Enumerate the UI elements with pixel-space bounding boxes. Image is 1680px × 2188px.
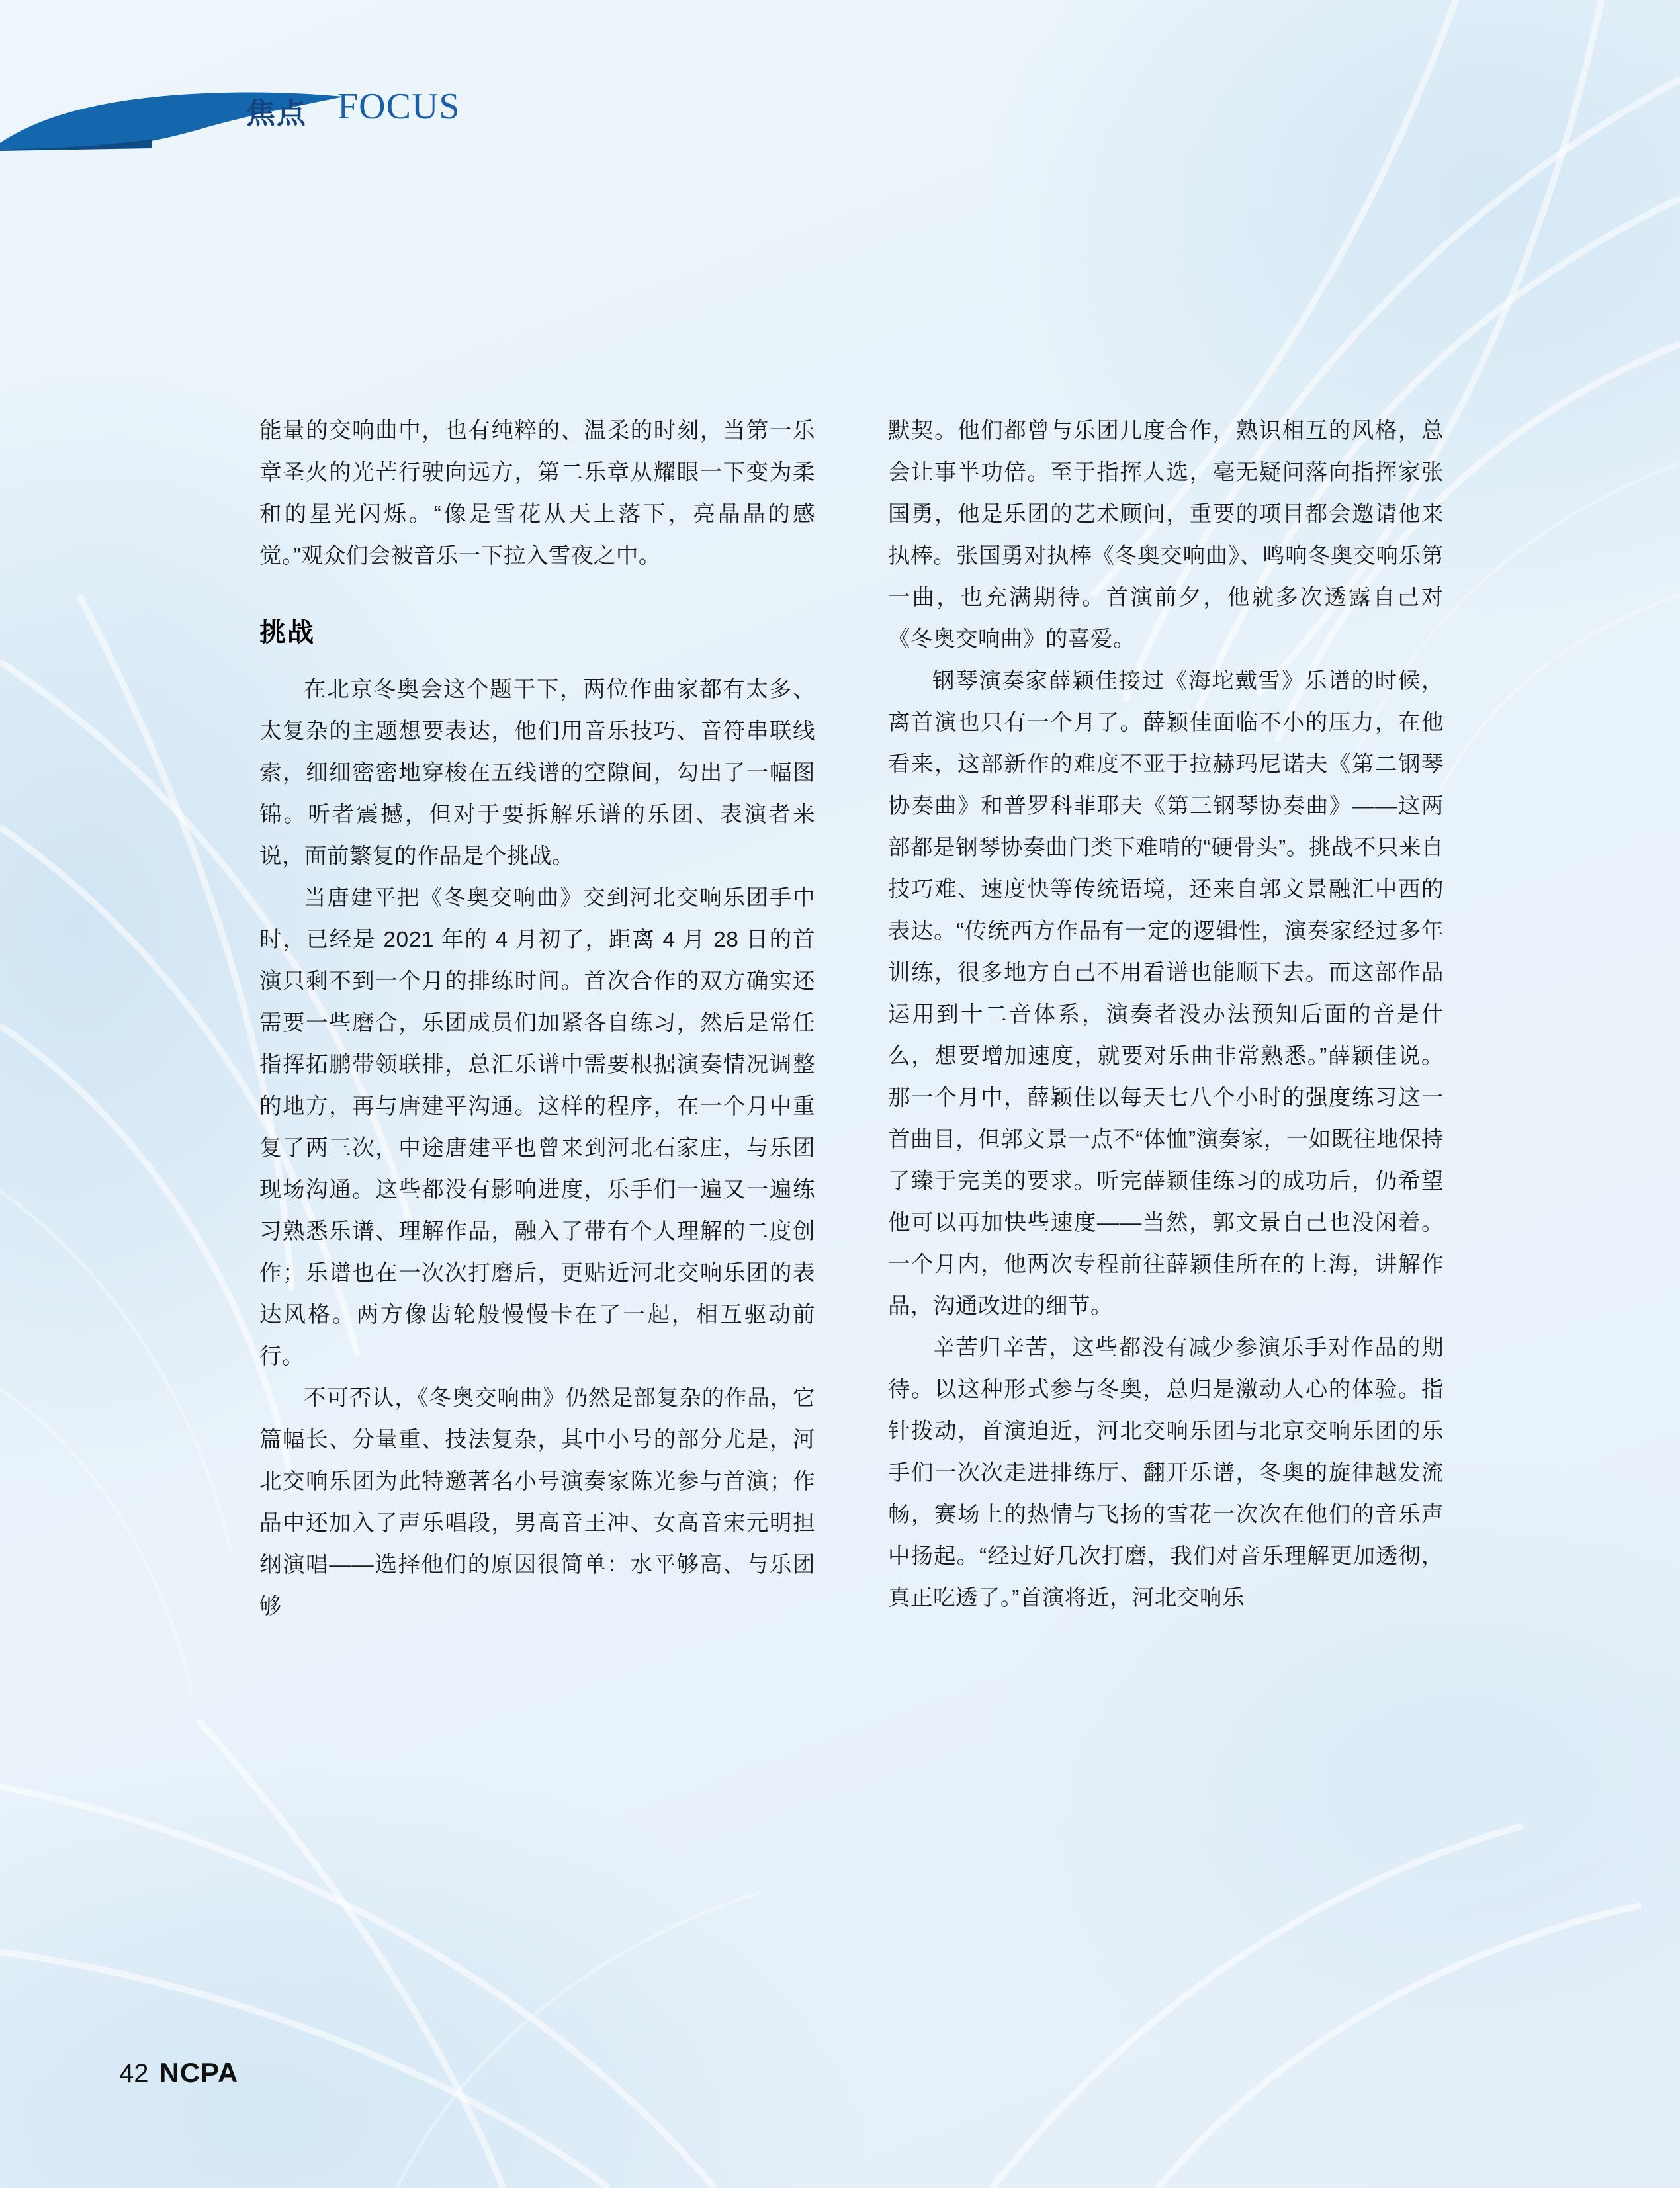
- paragraph: 辛苦归辛苦，这些都没有减少参演乐手对作品的期待。以这种形式参与冬奥，总归是激动人心的体验。指针拨动，首演迫近，河北交响乐团与北京交响乐团的乐手们一次次走进排练厅、翻开乐谱，冬奥的旋律越发流畅，赛场上的热情与飞扬的雪花一次次在他们的音乐声中扬起。“经过好几次打磨，我们对音乐理解更加透彻，真正吃透了。”首演将近，河北交响乐: [888, 1336, 1444, 1610]
- section-label-en: FOCUS: [337, 86, 461, 127]
- article-body: [259, 410, 1444, 1628]
- paragraph: 能量的交响曲中，也有纯粹的、温柔的时刻，当第一乐章圣火的光芒行驶向远方，第二乐章从耀眼一下变为柔和的星光闪烁。“像是雪花从天上落下，亮晶晶的感觉。”观众们会被音乐一下拉入雪夜之中。: [259, 419, 815, 568]
- page-number: 42: [119, 2059, 149, 2088]
- left-column: [259, 410, 815, 1628]
- section-header: [0, 79, 503, 165]
- paragraph: 当唐建平把《冬奥交响曲》交到河北交响乐团手中时，已经是 2021 年的 4 月初了，距离 4 月 28 日的首演只剩不到一个月的排练时间。首次合作的双方确实还需要一些磨合，乐团成员们加紧各自练习，然后是常任指挥拓鹏带领联排，总汇乐谱中需要根据演奏情况调整的地方，再与唐建平沟通。这样的程序，在一个月中重复了两三次，中途唐建平也曾来到河北石家庄，与乐团现场沟通。这些都没有影响进度，乐手们一遍又一遍练习熟悉乐谱、理解作品，融入了带有个人理解的二度创作；乐谱也在一次次打磨后，更贴近河北交响乐团的表达风格。两方像齿轮般慢慢卡在了一起，相互驱动前行。: [259, 886, 815, 1369]
- paragraph: 不可否认，《冬奥交响曲》仍然是部复杂的作品，它篇幅长、分量重、技法复杂，其中小号的部分尤是，河北交响乐团为此特邀著名小号演奏家陈光参与首演；作品中还加入了声乐唱段，男高音王冲、女高音宋元明担纲演唱——选择他们的原因很简单：水平够高、与乐团够: [259, 1386, 815, 1619]
- right-column: [888, 410, 1444, 1628]
- paragraph: 默契。他们都曾与乐团几度合作，熟识相互的风格，总会让事半功倍。至于指挥人选，毫无疑问落向指挥家张国勇，他是乐团的艺术顾问，重要的项目都会邀请他来执棒。张国勇对执棒《冬奥交响曲》、鸣响冬奥交响乐第一曲，也充满期待。首演前夕，他就多次透露自己对《冬奥交响曲》的喜爱。: [888, 419, 1444, 652]
- publication-brand: NCPA: [159, 2057, 239, 2088]
- page-footer: [119, 2057, 238, 2089]
- section-heading: 挑战: [259, 618, 315, 647]
- section-label-cn: 焦点: [246, 97, 307, 130]
- paragraph: 钢琴演奏家薛颖佳接过《海坨戴雪》乐谱的时候，离首演也只有一个月了。薛颖佳面临不小的压力，在他看来，这部新作的难度不亚于拉赫玛尼诺夫《第二钢琴协奏曲》和普罗科菲耶夫《第三钢琴协奏曲》——这两部都是钢琴协奏曲门类下难啃的“硬骨头”。挑战不只来自技巧难、速度快等传统语境，还来自郭文景融汇中西的表达。“传统西方作品有一定的逻辑性，演奏家经过多年训练，很多地方自己不用看谱也能顺下去。而这部作品运用到十二音体系，演奏者没办法预知后面的音是什么，想要增加速度，就要对乐曲非常熟悉。”薛颖佳说。那一个月中，薛颖佳以每天七八个小时的强度练习这一首曲目，但郭文景一点不“体恤”演奏家，一如既往地保持了臻于完美的要求。听完薛颖佳练习的成功后，仍希望他可以再加快些速度——当然，郭文景自己也没闲着。一个月内，他两次专程前往薛颖佳所在的上海，讲解作品，沟通改进的细节。: [888, 669, 1444, 1319]
- paragraph: 在北京冬奥会这个题干下，两位作曲家都有太多、太复杂的主题想要表达，他们用音乐技巧、音符串联线索，细细密密地穿梭在五线谱的空隙间，勾出了一幅图锦。听者震撼，但对于要拆解乐谱的乐团、表演者来说，面前繁复的作品是个挑战。: [259, 678, 815, 869]
